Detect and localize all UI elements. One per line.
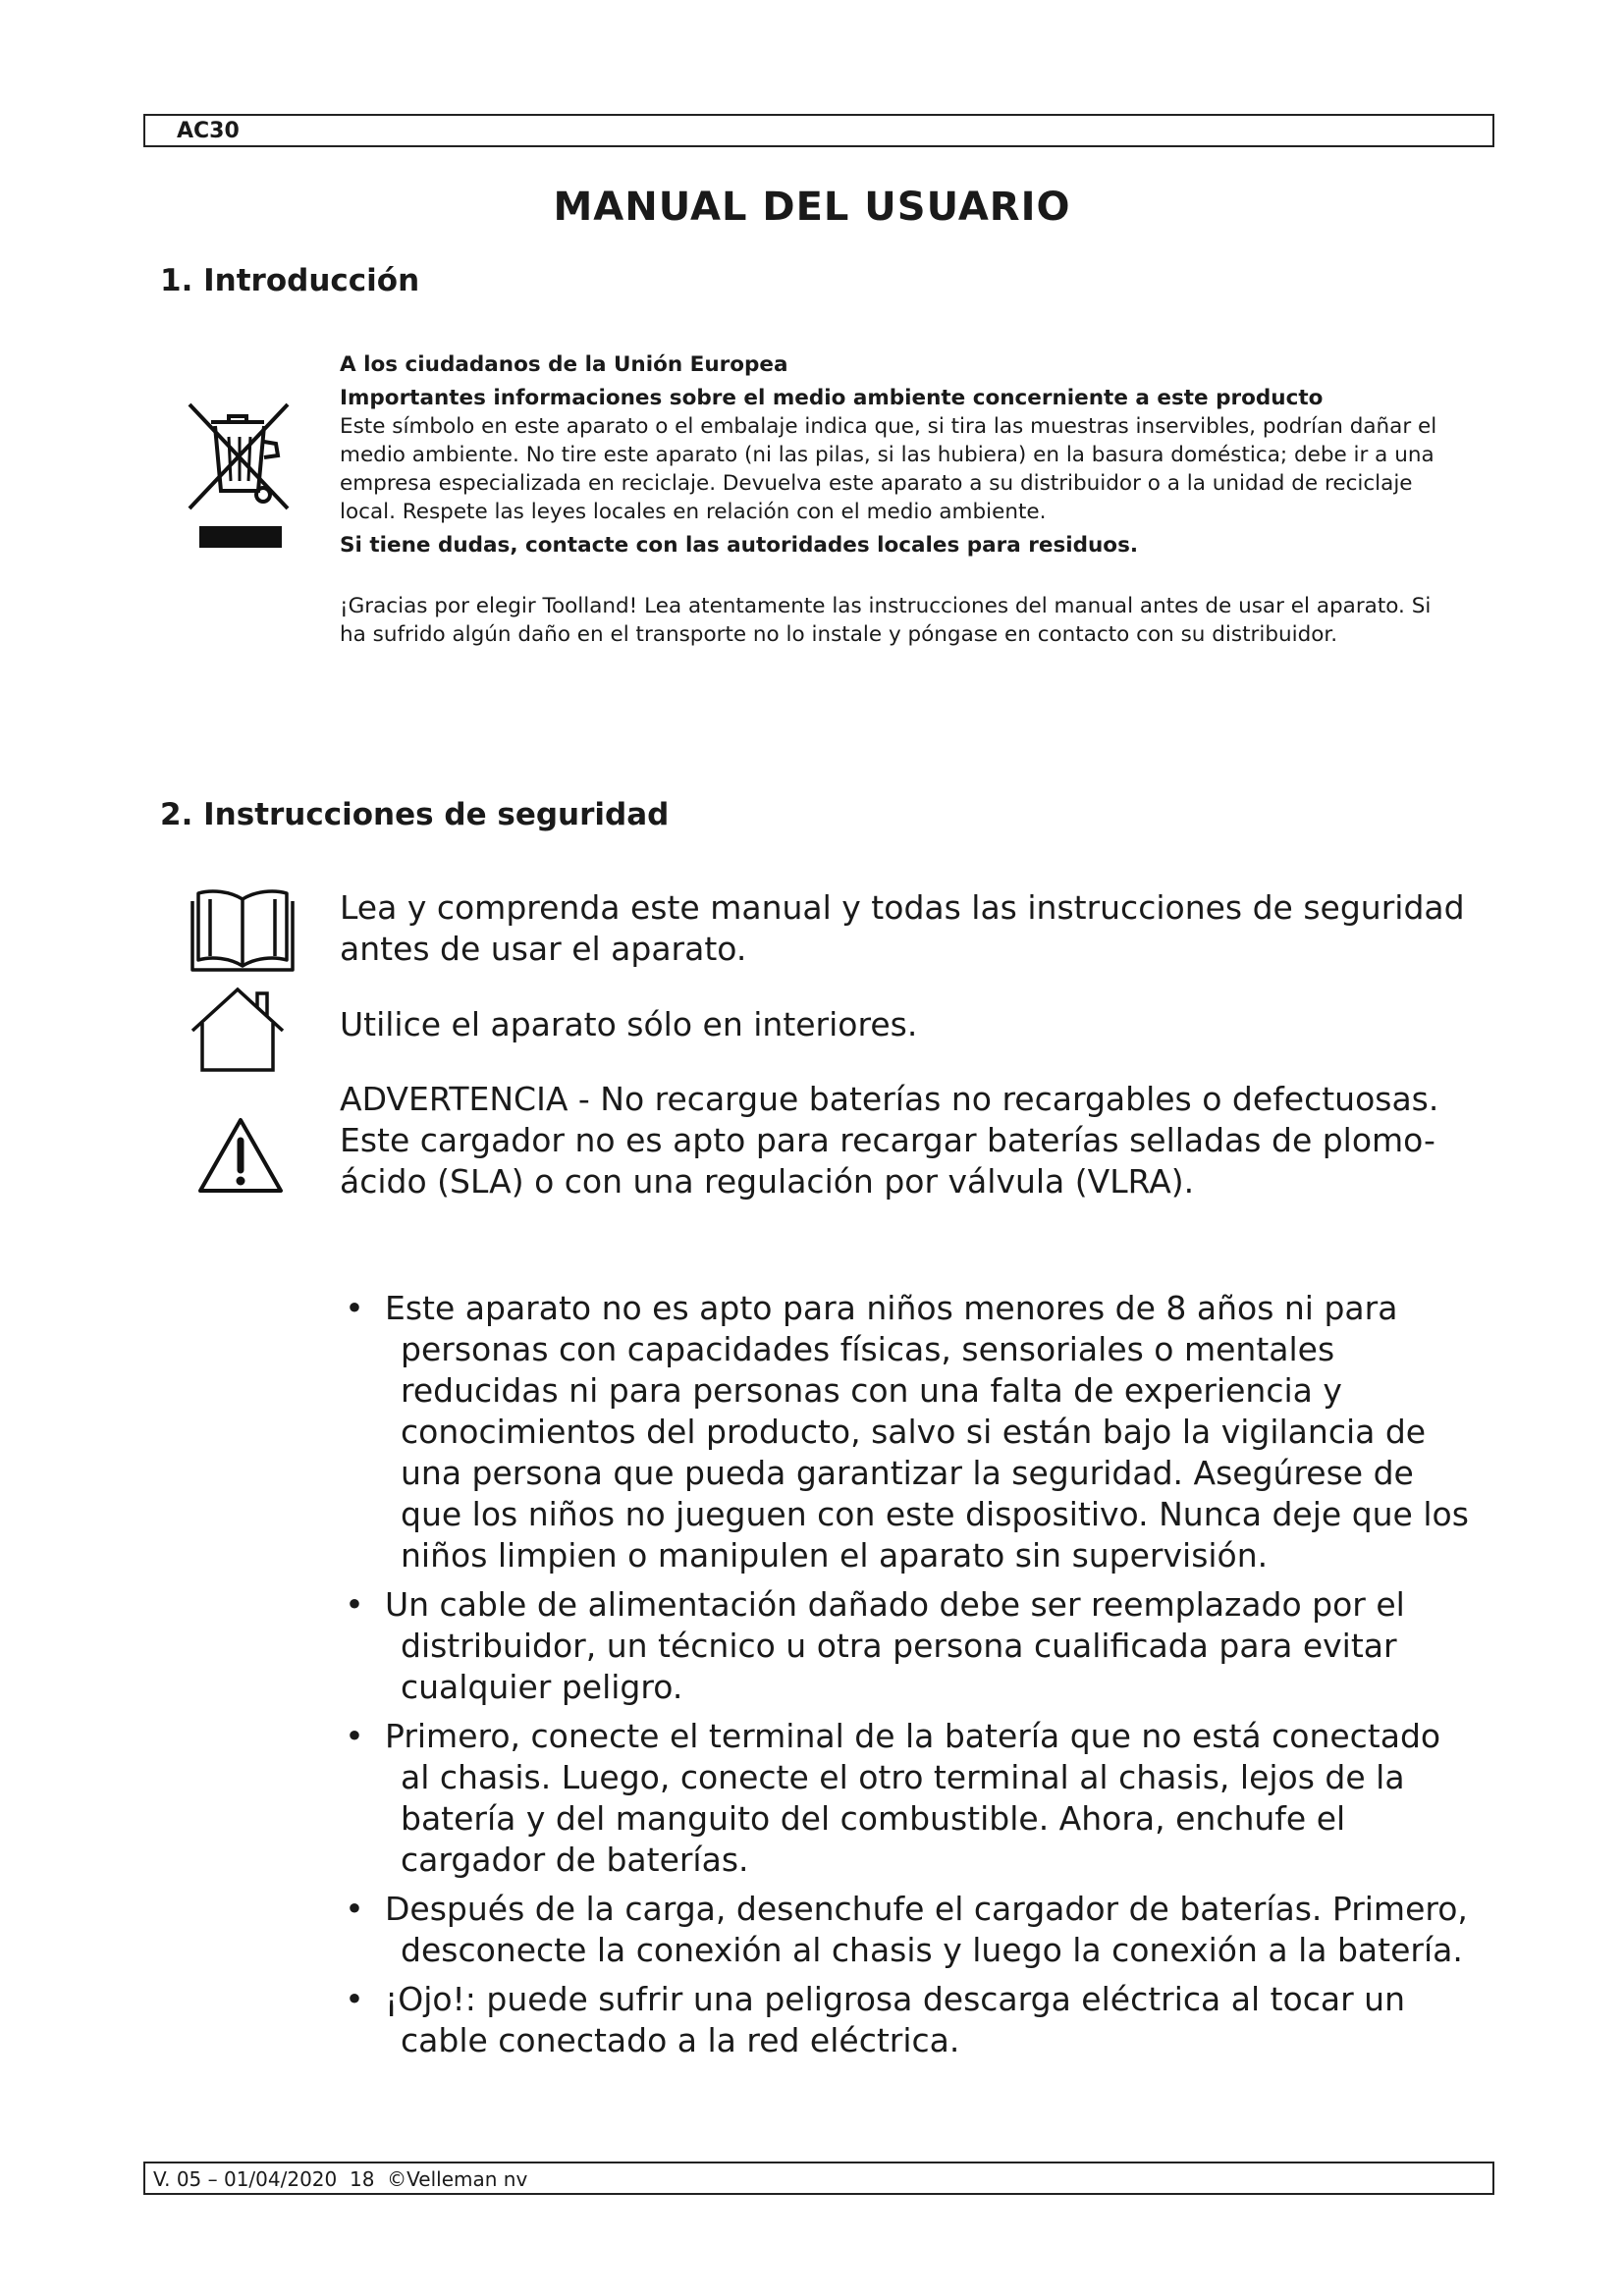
thanks-text: ¡Gracias por elegir Toolland! Lea atentamente las instrucciones del manual antes de usar el aparato. Si ha sufrido algún daño en el transporte no lo instale y póngase en contacto con su distribuidor.	[340, 594, 1432, 647]
footer-bar	[143, 2162, 1494, 2195]
warning-triangle-icon	[196, 1115, 285, 1196]
bullet-text: Este aparato no es apto para niños menores de 8 años ni para personas con capacidades físicas, sensoriales o mentales reducidas ni para personas con una falta de experiencia y conocimientos del producto, salvo si están bajo la vigilancia de una persona que pueda garantizar la seguridad. Asegúrese de que los niños no jueguen con este dispositivo. Nunca deje que los niños limpien o manipulen el aparato sin supervisión.	[385, 1289, 1469, 1575]
footer-text	[153, 2166, 527, 2192]
bullet-symbol: •	[345, 1980, 364, 2018]
bullet-symbol: •	[345, 1585, 364, 1624]
footer-version: V. 05 – 01/04/2020	[153, 2167, 338, 2191]
environment-text: Este símbolo en este aparato o el embalaje indica que, si tira las muestras inservibles, podrían dañar el medio ambiente. No tire este aparato (ni las pilas, si las hubiera) en la basura doméstica; debe ir a una empresa especializada en reciclaje. Devuelva este aparato a su distribuidor o a la unidad de reciclaje local. Respete las leyes locales en relación con el medio ambiente.	[340, 414, 1437, 524]
section-heading-safety: 2. Instrucciones de seguridad	[160, 797, 670, 832]
contact-authorities-text: Si tiene dudas, contacte con las autoridades locales para residuos.	[340, 533, 1139, 558]
bullet-text: ¡Ojo!: puede sufrir una peligrosa descarga eléctrica al tocar un cable conectado a la red eléctrica.	[385, 1980, 1406, 2059]
safety-bullet-list	[340, 1288, 1479, 2069]
bullet-symbol: •	[345, 1717, 364, 1755]
list-item	[340, 1716, 1479, 1881]
section-heading-introduction: 1. Introducción	[160, 263, 420, 298]
weee-recycle-bin-icon	[182, 393, 299, 555]
environment-heading: Importantes informaciones sobre el medio ambiente concerniente a este producto	[340, 386, 1324, 410]
read-manual-book-icon	[189, 885, 297, 974]
bullet-symbol: •	[345, 1890, 364, 1928]
read-manual-text: Lea y comprenda este manual y todas las instrucciones de seguridad antes de usar el aparato.	[340, 888, 1465, 968]
indoor-use-text: Utilice el aparato sólo en interiores.	[340, 1005, 918, 1043]
list-item	[340, 1889, 1479, 1971]
bullet-symbol: •	[345, 1289, 364, 1327]
page-title: MANUAL DEL USUARIO	[553, 185, 1071, 230]
indoor-house-icon	[189, 984, 287, 1074]
eu-citizens-heading: A los ciudadanos de la Unión Europea	[340, 352, 788, 377]
model-label: AC30	[177, 119, 240, 143]
footer-copyright: ©Velleman nv	[387, 2167, 528, 2191]
list-item	[340, 1288, 1479, 1576]
bullet-text: Primero, conecte el terminal de la batería que no está conectado al chasis. Luego, conecte el otro terminal al chasis, lejos de la batería y del manguito del combustible. Ahora, enchufe el cargador de baterías.	[385, 1717, 1441, 1879]
footer-page-number: 18	[349, 2167, 375, 2191]
bullet-text: Un cable de alimentación dañado debe ser reemplazado por el distribuidor, un técnico u otra persona cualificada para evitar cualquier peligro.	[385, 1585, 1405, 1706]
list-item	[340, 1979, 1479, 2061]
bullet-text: Después de la carga, desenchufe el cargador de baterías. Primero, desconecte la conexión al chasis y luego la conexión a la batería.	[385, 1890, 1468, 1969]
intro-text-block	[340, 350, 1459, 649]
battery-warning-text: ADVERTENCIA - No recargue baterías no recargables o defectuosas. Este cargador no es apto para recargar baterías selladas de plomo-ácido (SLA) o con una regulación por válvula (VLRA).	[340, 1080, 1439, 1201]
header-bar	[143, 114, 1494, 147]
list-item	[340, 1584, 1479, 1708]
